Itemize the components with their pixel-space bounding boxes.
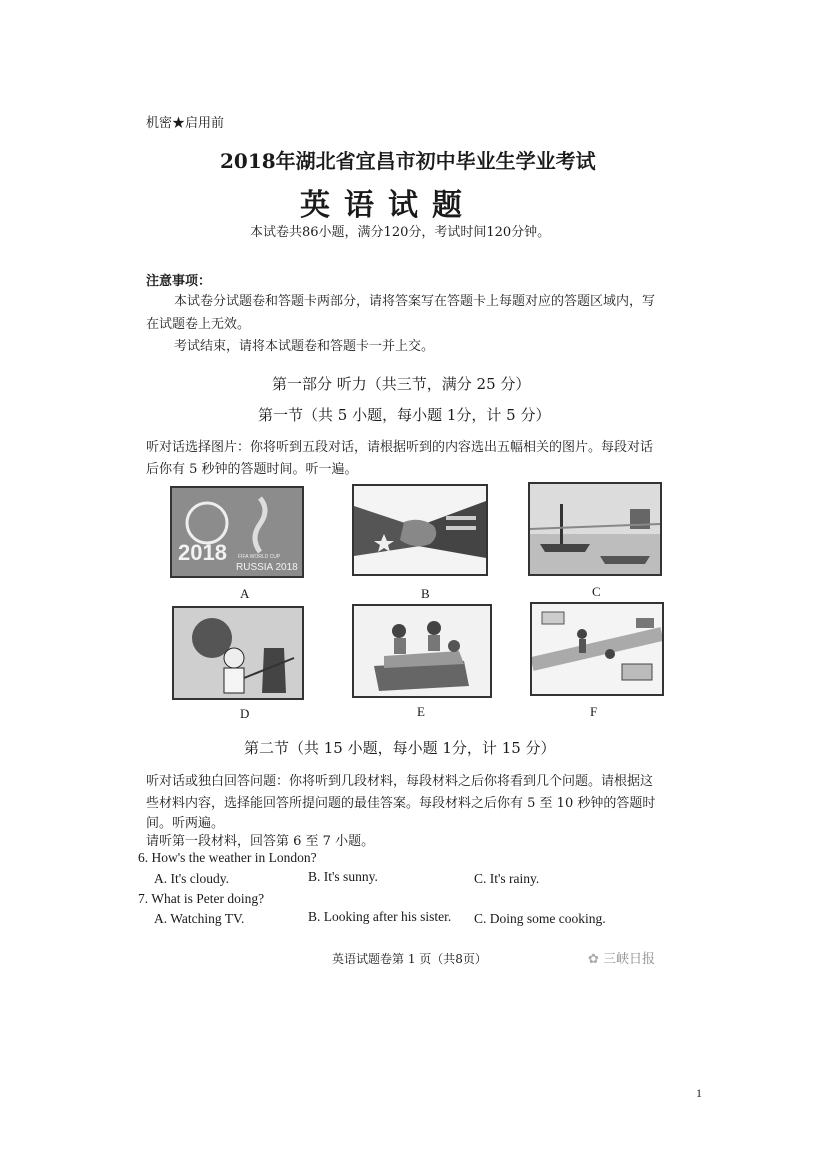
picture-label-c: C (592, 584, 601, 599)
children-on-books-image (354, 606, 490, 696)
picture-label-e: E (417, 704, 425, 719)
subject-title: 英语试题 (300, 188, 476, 223)
logo-text-2018: 2018 (178, 540, 227, 565)
picture-label-f: F (590, 704, 598, 719)
picture-label-b: B (421, 586, 430, 601)
question-7-option-a: A. Watching TV. (154, 911, 245, 926)
section2-prompt: 请听第一段材料，回答第 6 至 7 小题。 (146, 834, 375, 849)
notes-line1b: 在试题卷上无效。 (146, 317, 251, 332)
part1-title: 第一部分 听力（共三节，满分 25 分） (272, 375, 531, 393)
question-6-option-c: C. It's rainy. (474, 871, 540, 886)
section2-instruction-2: 些材料内容，选择能回答所提问题的最佳答案。每段材料之后你有 5 至 10 秒钟的答题时 (146, 796, 656, 811)
picture-e (352, 604, 492, 698)
picture-f (530, 602, 664, 696)
watermark-text: 三峡日报 (603, 952, 656, 967)
section2-instruction-1: 听对话或独白回答问题：你将听到几段材料，每段材料之后你将看到几个问题。请根据这 (146, 774, 654, 789)
cartoon-characters-image (174, 608, 302, 698)
logo-text-russia: RUSSIA 2018 (236, 562, 298, 573)
picture-b (352, 484, 488, 576)
secret-mark: 机密★启用前 (146, 116, 225, 131)
river-boats-image (530, 484, 660, 574)
question-6-stem: 6. How's the weather in London? (138, 850, 317, 865)
section2-title: 第二节（共 15 小题，每小题 1分，计 15 分） (244, 739, 556, 757)
picture-label-d: D (240, 706, 250, 721)
page-number: 1 (696, 1086, 702, 1100)
question-7-option-b: B. Looking after his sister. (308, 909, 452, 924)
notes-line2: 考试结束，请将本试题卷和答题卡一并上交。 (174, 339, 435, 354)
notes-heading: 注意事项： (146, 274, 212, 289)
picture-a (170, 486, 304, 578)
wechat-icon: ✿ (588, 952, 599, 967)
section1-instruction-2: 后你有 5 秒钟的答题时间。听一遍。 (146, 462, 358, 477)
section2-instruction-3: 间。听两遍。 (146, 816, 225, 831)
section1-instruction-1: 听对话选择图片：你将听到五段对话，请根据听到的内容选出五幅相关的图片。每段对话 (146, 440, 654, 455)
section1-title: 第一节（共 5 小题，每小题 1分，计 5 分） (258, 406, 551, 424)
picture-label-a: A (240, 586, 250, 601)
picture-d (172, 606, 304, 700)
handshake-image (354, 486, 486, 574)
exam-title: 2018年湖北省宜昌市初中毕业生学业考试 (220, 149, 596, 173)
notes-line1: 本试卷分试题卷和答题卡两部分，请将答案写在答题卡上每题对应的答题区域内，写 (174, 294, 656, 309)
exam-info: 本试卷共86小题，满分120分，考试时间120分钟。 (250, 225, 551, 240)
logo-text-fifa: FIFA WORLD CUP (238, 554, 281, 560)
question-6-option-a: A. It's cloudy. (154, 871, 230, 886)
question-7-option-c: C. Doing some cooking. (474, 911, 606, 926)
world-cup-logo-image (172, 488, 302, 576)
page-info: 英语试题卷第 1 页（共8页） (332, 952, 487, 966)
question-6-option-b: B. It's sunny. (308, 869, 378, 884)
watermark (588, 948, 655, 967)
street-scene-image (532, 604, 662, 694)
question-7-stem: 7. What is Peter doing? (138, 891, 265, 906)
picture-c (528, 482, 662, 576)
